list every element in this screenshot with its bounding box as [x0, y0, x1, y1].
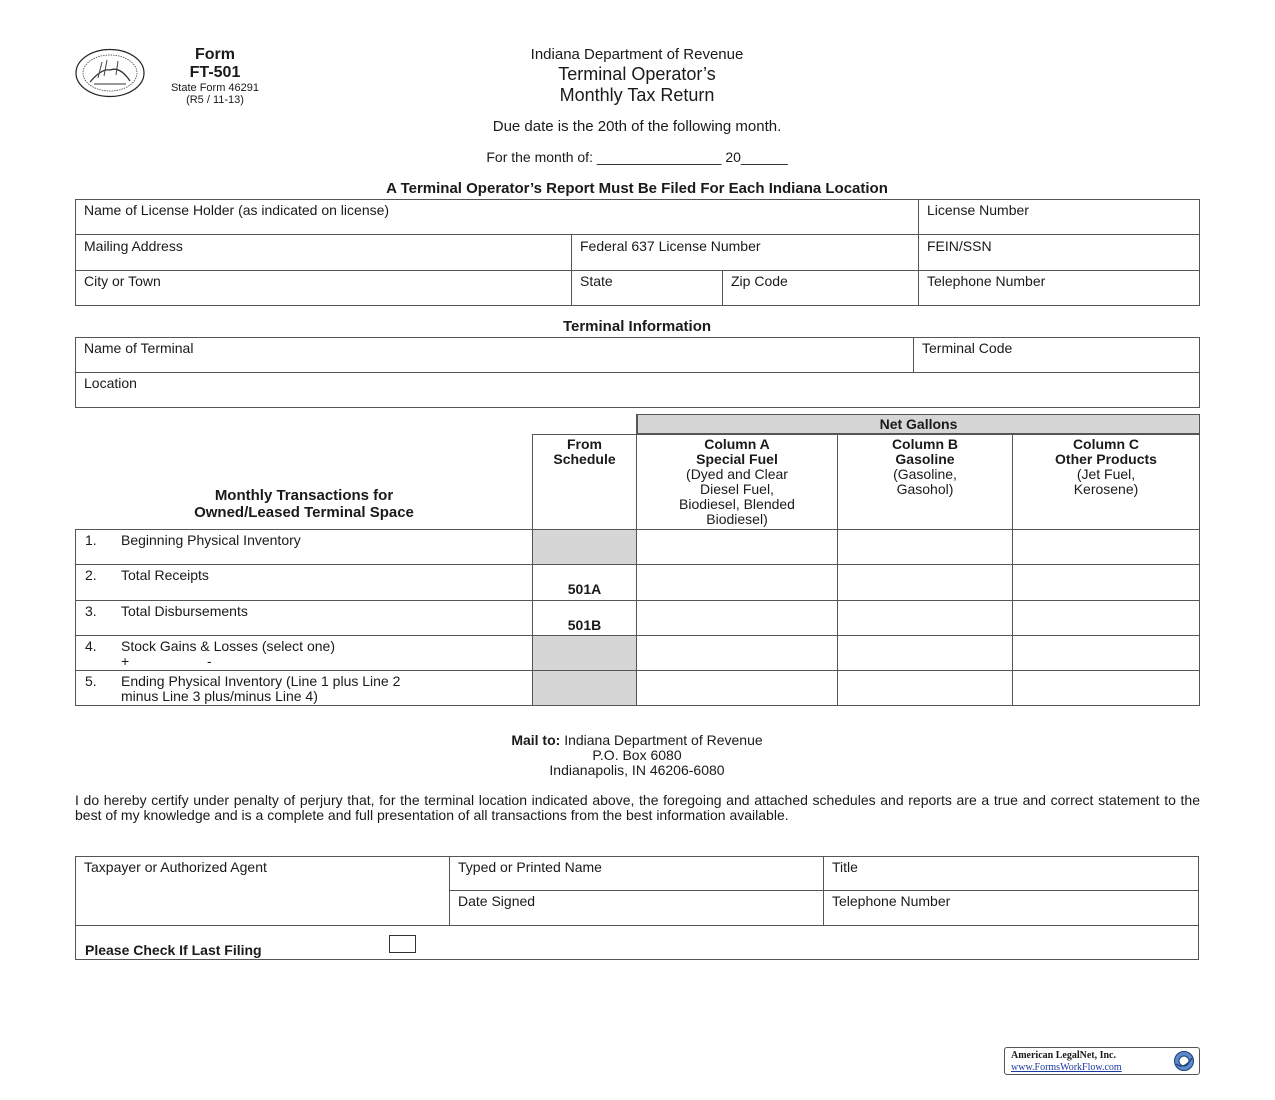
transactions-title-line2: Owned/Leased Terminal Space — [194, 504, 414, 521]
logo-company: American LegalNet, Inc. — [1011, 1050, 1116, 1061]
row4-column-c-input[interactable] — [1013, 636, 1199, 670]
transactions-title — [104, 487, 504, 521]
column-a-header — [637, 437, 837, 527]
column-c-subtitle: Other Products — [1055, 451, 1157, 467]
mail-to-line2: P.O. Box 6080 — [592, 747, 682, 763]
from-schedule-line1: From — [567, 436, 602, 452]
federal-637-field[interactable]: Federal 637 License Number — [580, 238, 761, 254]
row-label-continued: minus Line 3 plus/minus Line 4) — [121, 688, 318, 704]
row1-column-a-input[interactable] — [637, 530, 837, 564]
globe-icon — [1173, 1050, 1195, 1072]
revision: (R5 / 11-13) — [186, 94, 244, 106]
column-c-header — [1013, 437, 1199, 497]
state-seal — [74, 48, 146, 98]
column-a-desc: Biodiesel) — [706, 511, 768, 527]
row2-column-c-input[interactable] — [1013, 565, 1199, 600]
table-row — [75, 636, 532, 670]
net-gallons-header: Net Gallons — [879, 416, 958, 432]
license-holder-name-field[interactable]: Name of License Holder (as indicated on license) — [84, 202, 390, 218]
row-number: 4. — [85, 638, 97, 654]
column-a-desc: (Dyed and Clear — [686, 466, 788, 482]
legalnet-logo — [1004, 1047, 1200, 1075]
terminal-section-heading: Terminal Information — [562, 318, 712, 335]
last-filing-checkbox[interactable] — [389, 935, 416, 953]
state-form-number: State Form 46291 — [170, 82, 260, 94]
department-name: Indiana Department of Revenue — [530, 46, 744, 63]
logo-url[interactable]: www.FormsWorkFlow.com — [1011, 1062, 1122, 1073]
from-schedule-line2: Schedule — [553, 451, 616, 467]
row-label: Beginning Physical Inventory — [121, 532, 301, 548]
last-filing-label: Please Check If Last Filing — [85, 942, 262, 958]
row1-column-c-input[interactable] — [1013, 530, 1199, 564]
license-number-field[interactable]: License Number — [927, 202, 1029, 218]
column-a-subtitle: Special Fuel — [696, 451, 778, 467]
column-b-desc: Gasohol) — [896, 481, 954, 497]
column-b-subtitle: Gasoline — [895, 451, 955, 467]
form-number: FT-501 — [189, 64, 241, 81]
row-number: 3. — [85, 603, 97, 619]
column-a-desc: Diesel Fuel, — [700, 481, 774, 497]
row4-column-a-input[interactable] — [637, 636, 837, 670]
gain-loss-selector[interactable]: + - — [121, 653, 212, 669]
column-a-desc: Biodiesel, Blended — [679, 496, 795, 512]
row5-column-c-input[interactable] — [1013, 671, 1199, 705]
row-number: 1. — [85, 532, 97, 548]
row3-column-a-input[interactable] — [637, 601, 837, 635]
table-row — [75, 601, 532, 635]
title-field[interactable]: Title — [832, 859, 858, 875]
form-title-line2: Monthly Tax Return — [559, 85, 715, 105]
mail-to-line1: Indiana Department of Revenue — [564, 732, 763, 748]
row-number: 5. — [85, 673, 97, 689]
row1-column-b-input[interactable] — [838, 530, 1012, 564]
row-label: Stock Gains & Losses (select one) — [121, 638, 335, 654]
form-title-line1: Terminal Operator’s — [558, 64, 716, 84]
city-field[interactable]: City or Town — [84, 273, 161, 289]
transactions-title-line1: Monthly Transactions for — [214, 487, 394, 504]
row2-column-b-input[interactable] — [838, 565, 1012, 600]
table-row — [75, 565, 532, 600]
column-c-desc: Kerosene) — [1073, 481, 1139, 497]
row-label: Ending Physical Inventory (Line 1 plus Line 2 — [121, 673, 401, 689]
row-number: 2. — [85, 567, 97, 583]
column-b-header — [838, 437, 1012, 497]
row-label: Total Receipts — [121, 567, 209, 583]
terminal-code-field[interactable]: Terminal Code — [922, 340, 1013, 356]
column-c-title: Column C — [1072, 436, 1140, 452]
mailing-address-field[interactable]: Mailing Address — [84, 238, 183, 254]
row-label: Total Disbursements — [121, 603, 248, 619]
license-section-heading: A Terminal Operator’s Report Must Be Filed For Each Indiana Location — [386, 180, 888, 197]
schedule-501b: 501B — [567, 617, 602, 633]
column-b-title: Column B — [891, 436, 959, 452]
mail-to-address — [387, 733, 887, 778]
table-row — [75, 530, 532, 564]
row3-column-b-input[interactable] — [838, 601, 1012, 635]
signer-telephone-field[interactable]: Telephone Number — [832, 893, 951, 909]
location-field[interactable]: Location — [84, 375, 137, 391]
row5-column-a-input[interactable] — [637, 671, 837, 705]
fein-ssn-field[interactable]: FEIN/SSN — [927, 238, 992, 254]
schedule-501a: 501A — [567, 581, 602, 597]
column-c-desc: (Jet Fuel, — [1076, 466, 1136, 482]
column-a-title: Column A — [704, 436, 770, 452]
printed-name-field[interactable]: Typed or Printed Name — [458, 859, 602, 875]
zip-code-field[interactable]: Zip Code — [731, 273, 788, 289]
mail-to-label: Mail to: — [511, 732, 561, 748]
state-field[interactable]: State — [580, 273, 613, 289]
taxpayer-signature-field[interactable]: Taxpayer or Authorized Agent — [84, 859, 267, 875]
due-date-note: Due date is the 20th of the following month. — [492, 118, 782, 135]
terminal-name-field[interactable]: Name of Terminal — [84, 340, 194, 356]
column-b-desc: (Gasoline, — [893, 466, 957, 482]
month-field[interactable]: For the month of: ________________ 20______ — [486, 149, 788, 165]
row3-column-c-input[interactable] — [1013, 601, 1199, 635]
telephone-field[interactable]: Telephone Number — [927, 273, 1046, 289]
certification-statement: I do hereby certify under penalty of perjury that, for the terminal location indicated above, the foregoing and attached schedules and reports are a true and correct statement to the best of my knowledge and is a complete and full presentation of all transactions from the best information available. — [75, 792, 1200, 823]
row2-column-a-input[interactable] — [637, 565, 837, 600]
row5-column-b-input[interactable] — [838, 671, 1012, 705]
date-signed-field[interactable]: Date Signed — [458, 893, 536, 909]
mail-to-line3: Indianapolis, IN 46206-6080 — [549, 762, 725, 778]
table-row — [75, 671, 532, 705]
form-word: Form — [195, 46, 235, 63]
row4-column-b-input[interactable] — [838, 636, 1012, 670]
from-schedule-header — [533, 437, 636, 467]
